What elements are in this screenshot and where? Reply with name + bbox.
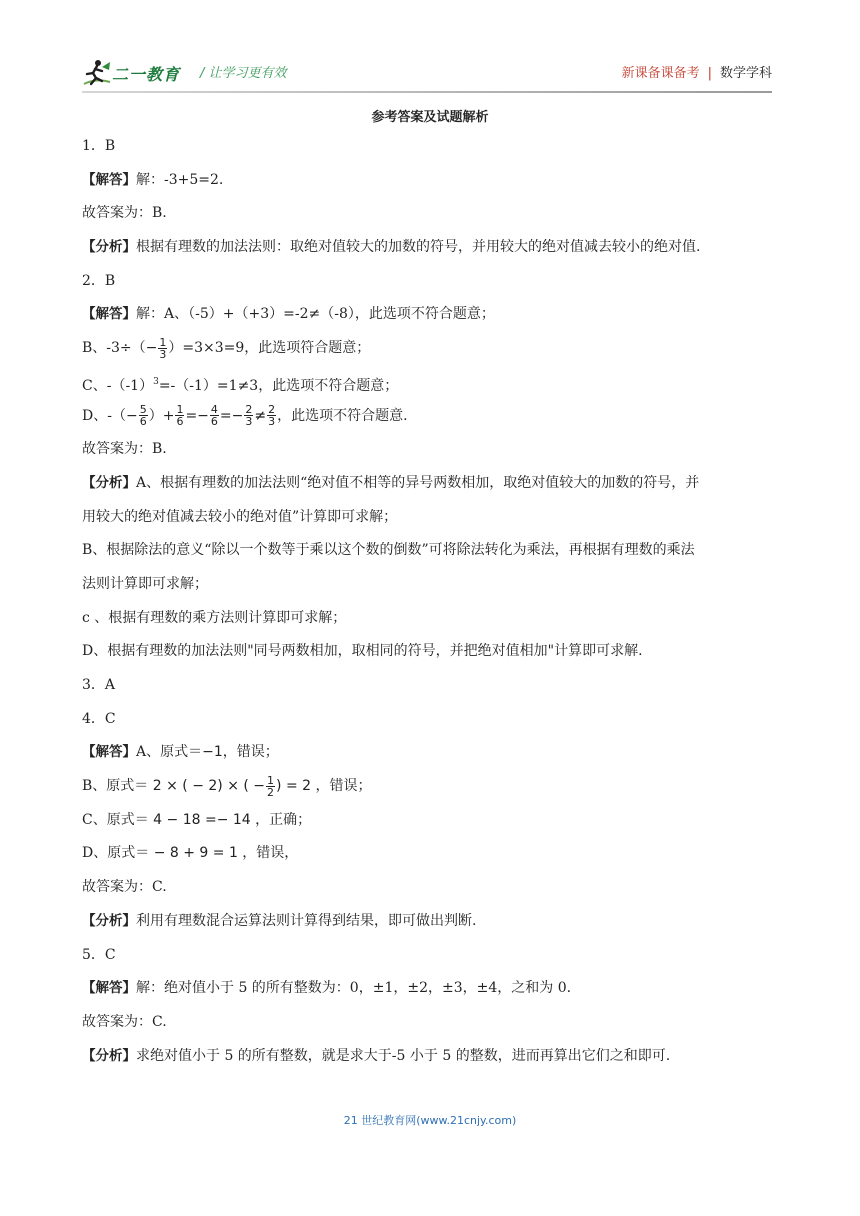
q4-b-suffix: ，错误； xyxy=(311,778,372,795)
q5-analysis-text: 求绝对值小于 5 的所有整数，就是求大于-5 小于 5 的整数，进而再算出它们之和即可. xyxy=(136,1047,671,1064)
q2-analysis-a-1 xyxy=(82,467,782,501)
fraction-numerator: 1 xyxy=(176,403,184,416)
q2-d-sign: − xyxy=(125,407,138,424)
q4-solution-c xyxy=(82,804,782,838)
solution-tag: 【解答】 xyxy=(82,744,136,761)
q4-d-math: − 8 + 9 = 1 xyxy=(153,845,238,862)
q4-d-suffix: ，错误， xyxy=(237,845,299,862)
document-body xyxy=(82,130,782,1073)
q2-d-op-1: ）+ xyxy=(148,407,175,424)
slogan: / 让学习更有效 xyxy=(200,66,287,81)
q3-number: 3．A xyxy=(82,677,116,693)
analysis-tag: 【分析】 xyxy=(82,1047,136,1064)
q2-d-not-equal: ≠ xyxy=(254,407,267,424)
q1-answer: 故答案为：B. xyxy=(82,205,167,222)
analysis-tag: 【分析】 xyxy=(82,912,136,929)
q1-solution-text: 解：-3+5=2. xyxy=(136,171,224,188)
q2-b-prefix: B、-3÷（ xyxy=(82,340,146,357)
q4-b-prefix: B、原式＝ xyxy=(82,778,153,795)
logo xyxy=(82,58,192,90)
q2-c-prefix: C、-（-1） xyxy=(82,377,154,394)
runner-logo-icon xyxy=(82,58,112,88)
q2-b-suffix: ）=3×3=9，此选项符合题意； xyxy=(168,340,371,357)
analysis-tag: 【分析】 xyxy=(82,239,136,256)
q4-a-math: ＝−1 xyxy=(188,744,223,761)
q4-answer: 故答案为：C. xyxy=(82,879,167,896)
fraction-denominator: 3 xyxy=(159,347,167,361)
q2-d-op-2: =− xyxy=(185,407,209,424)
q2-analysis-c: c 、根据有理数的乘方法则计算即可求解； xyxy=(82,609,347,626)
q4-b-math-1: 2 × ( − 2) × ( − xyxy=(152,778,266,795)
solution-tag: 【解答】 xyxy=(82,171,136,188)
header-course-label: 新课备课备考 xyxy=(621,66,700,81)
q4-b-math-2: ) = 2 xyxy=(276,778,312,795)
analysis-tag: 【分析】 xyxy=(82,474,136,491)
q2-analysis-b-1: B、根据除法的意义“除以一个数等于乘以这个数的倒数”可将除法转化为乘法，再根据有理数的乘法 xyxy=(82,542,695,559)
q4-solution-b xyxy=(82,770,782,804)
q2-d-fraction-3 xyxy=(210,404,219,427)
q2-b-sign: − xyxy=(145,340,158,357)
q2-solution-c xyxy=(82,366,782,400)
q2-d-fraction-1 xyxy=(139,404,148,427)
header-subject-label: 数学学科 xyxy=(719,66,772,81)
q1-analysis-text: 根据有理数的加法法则：取绝对值较大的加数的符号，并用较大的绝对值减去较小的绝对值. xyxy=(136,239,701,256)
q5-number: 5．C xyxy=(82,946,116,963)
solution-tag: 【解答】 xyxy=(82,306,136,323)
q4-analysis-text: 利用有理数混合运算法则计算得到结果，即可做出判断. xyxy=(136,912,477,929)
q2-analysis-a-2: 用较大的绝对值减去较小的绝对值”计算即可求解； xyxy=(82,508,398,525)
q2-c-exponent: 3 xyxy=(153,376,159,387)
q4-solution-d xyxy=(82,837,782,871)
q4-b-fraction xyxy=(266,775,275,798)
page-title: 参考答案及试题解析 xyxy=(371,110,489,125)
q5-solution-text: 解：绝对值小于 5 的所有整数为：0，±1，±2，±3，±4，之和为 0. xyxy=(136,980,572,997)
q2-solution-d xyxy=(82,400,782,434)
q2-d-suffix: ，此选项不符合题意. xyxy=(277,407,408,424)
q2-analysis-d: D、根据有理数的加法法则"同号两数相加，取相同的符号，并把绝对值相加"计算即可求解. xyxy=(82,643,643,660)
q2-b-fraction xyxy=(158,337,167,360)
q1-solution xyxy=(82,164,782,198)
q5-solution xyxy=(82,972,782,1006)
q2-solution-b xyxy=(82,332,782,366)
page-header xyxy=(82,52,772,92)
header-separator: | xyxy=(707,66,712,81)
q4-solution-a xyxy=(82,736,782,770)
fraction-denominator: 6 xyxy=(210,415,218,428)
fraction-numerator: 1 xyxy=(267,773,275,787)
fraction-numerator: 2 xyxy=(245,403,253,416)
q4-analysis xyxy=(82,905,782,939)
q4-d-prefix: D、原式＝ xyxy=(82,845,154,862)
q4-c-math: 4 − 18 =− 14 xyxy=(153,811,251,828)
q2-d-op-3: =− xyxy=(219,407,244,424)
header-divider xyxy=(82,91,772,93)
q2-number: 2．B xyxy=(82,272,116,289)
fraction-numerator: 4 xyxy=(210,403,218,416)
fraction-denominator: 6 xyxy=(139,415,147,428)
fraction-numerator: 5 xyxy=(139,403,147,416)
header-subject xyxy=(622,62,772,81)
q2-solution-a xyxy=(82,298,782,332)
q2-d-fraction-4 xyxy=(244,404,253,427)
q2-c-suffix: =-（-1）=1≠3，此选项不符合题意； xyxy=(158,377,399,394)
fraction-denominator: 3 xyxy=(268,415,276,428)
q1-number: 1．B xyxy=(82,138,116,154)
fraction-denominator: 3 xyxy=(245,415,253,428)
q2-answer: 故答案为：B. xyxy=(82,441,167,458)
q4-number: 4．C xyxy=(82,710,116,727)
q4-a-suffix: ，错误； xyxy=(222,744,279,761)
solution-tag: 【解答】 xyxy=(82,980,136,997)
q2-d-fraction-5 xyxy=(267,404,276,427)
q1-analysis xyxy=(82,231,782,265)
q2-solution-a-text: 解：A、（-5）+（+3）=-2≠（-8），此选项不符合题意； xyxy=(136,306,495,323)
q5-answer: 故答案为：C. xyxy=(82,1013,167,1030)
q5-analysis xyxy=(82,1040,782,1074)
q2-d-fraction-2 xyxy=(175,404,184,427)
fraction-numerator: 2 xyxy=(268,403,276,416)
logo-text: 二一教育 xyxy=(112,65,181,84)
q2-analysis-a-1-text: A、根据有理数的加法法则“绝对值不相等的异号两数相加，取绝对值较大的加数的符号，并 xyxy=(136,474,700,491)
q4-c-suffix: ，正确； xyxy=(250,811,312,828)
fraction-denominator: 6 xyxy=(176,415,184,428)
q2-analysis-b-2: 法则计算即可求解； xyxy=(82,575,208,592)
fraction-denominator: 2 xyxy=(267,785,275,799)
q4-a-prefix: A、原式 xyxy=(136,744,189,761)
q2-d-prefix: D、-（ xyxy=(82,407,126,424)
fraction-numerator: 1 xyxy=(159,335,167,349)
page-footer[interactable]: 21 世纪教育网(www.21cnjy.com) xyxy=(343,1114,517,1127)
q4-c-prefix: C、原式＝ xyxy=(82,811,154,828)
